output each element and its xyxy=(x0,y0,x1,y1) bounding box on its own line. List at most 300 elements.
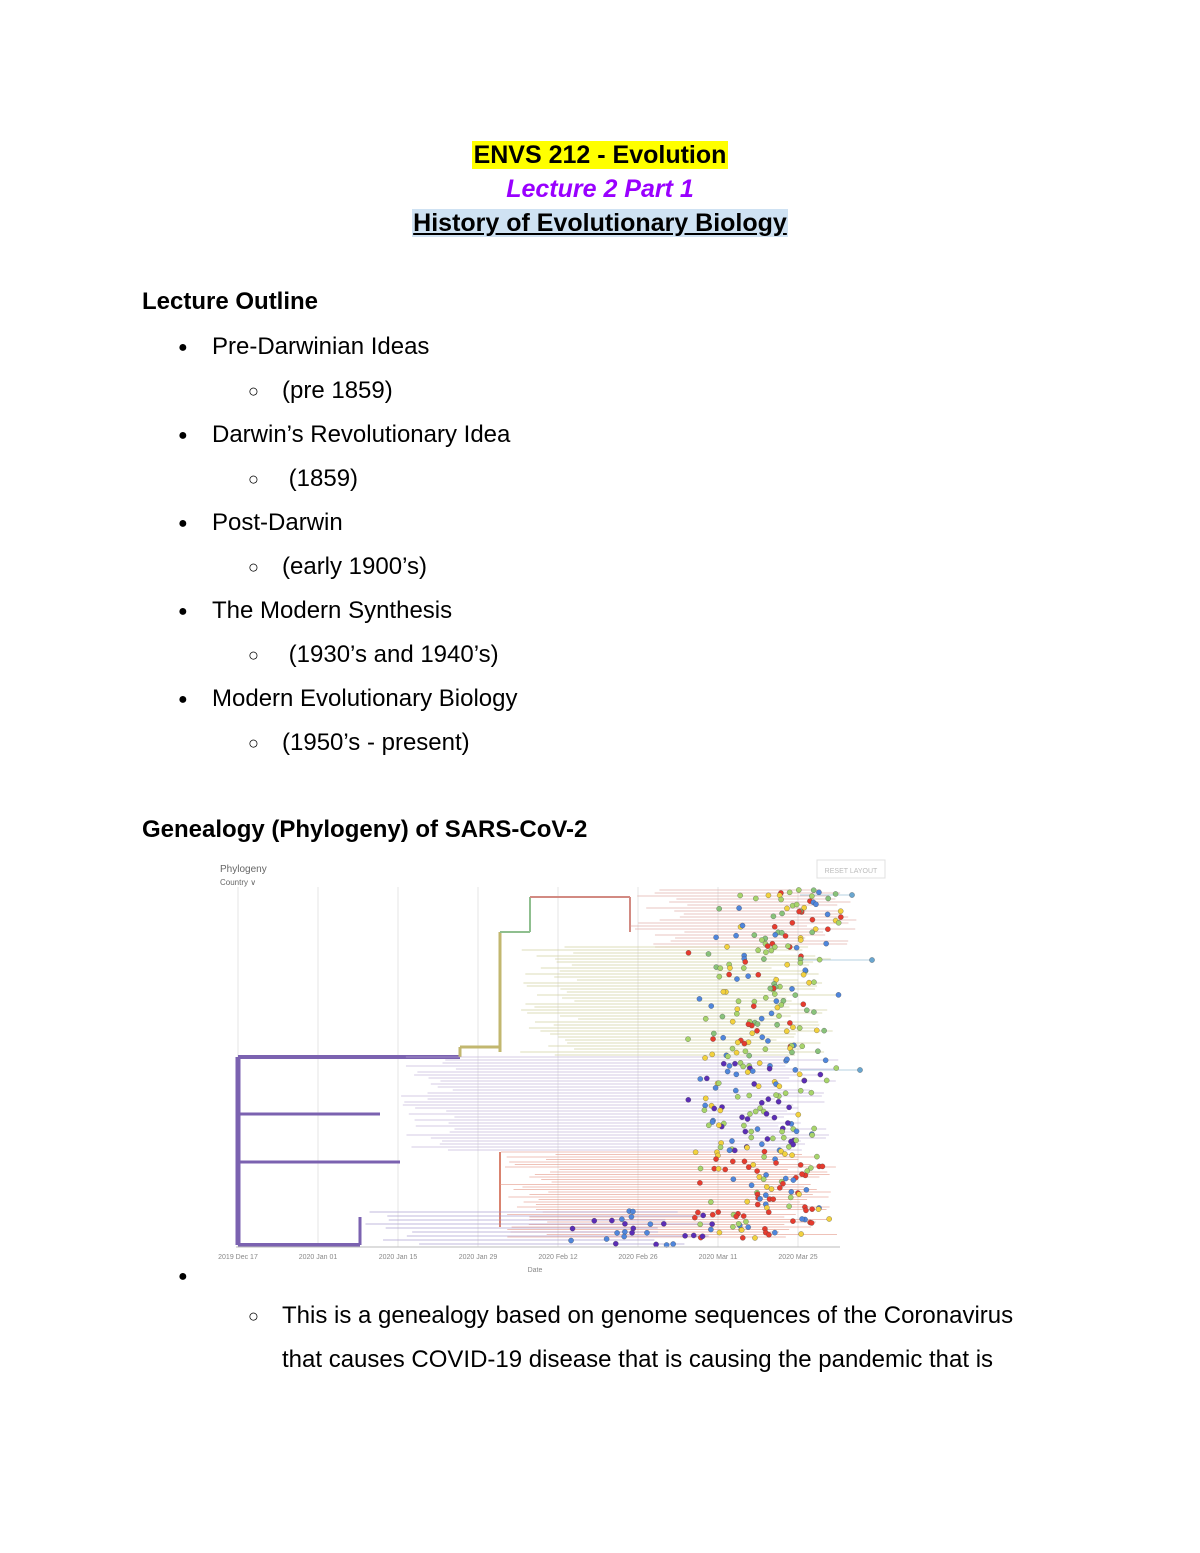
tree-branches xyxy=(238,890,872,1245)
tree-tip xyxy=(741,1123,746,1128)
tree-tip xyxy=(752,932,757,937)
tree-tip xyxy=(733,1088,738,1093)
tree-tip xyxy=(704,1076,709,1081)
tree-tip xyxy=(801,972,806,977)
tree-tip xyxy=(761,1177,766,1182)
tree-tip xyxy=(764,1184,769,1189)
tree-tip xyxy=(800,1044,805,1049)
date-tick-label: 2020 Feb 26 xyxy=(618,1254,658,1261)
tree-tip xyxy=(743,1129,748,1134)
tree-tip xyxy=(743,959,748,964)
tree-tip xyxy=(721,989,726,994)
tree-tip xyxy=(604,1236,609,1241)
tree-tip xyxy=(717,906,722,911)
tree-tip xyxy=(770,1136,775,1141)
tree-tip xyxy=(718,1108,723,1113)
tree-tip xyxy=(740,923,745,928)
tree-tip xyxy=(708,1199,713,1204)
tree-tip xyxy=(759,1100,764,1105)
tree-tip xyxy=(794,1129,799,1134)
tree-tip xyxy=(820,1164,825,1169)
tree-tip xyxy=(700,1234,705,1239)
tree-tip xyxy=(779,911,784,916)
tree-tips xyxy=(568,887,874,1247)
tree-tip xyxy=(736,1221,741,1226)
date-tick-label: 2020 Jan 29 xyxy=(458,1254,498,1261)
tree-tip xyxy=(766,893,771,898)
bullet-icon: ● xyxy=(178,1267,188,1285)
tree-tip xyxy=(827,1216,832,1221)
tree-tip xyxy=(785,962,790,967)
tree-tip xyxy=(693,1150,698,1155)
tree-tip xyxy=(824,941,829,946)
tree-tip xyxy=(726,972,731,977)
tree-tip xyxy=(739,1115,744,1120)
tree-tip xyxy=(779,897,784,902)
tree-tip xyxy=(787,1204,792,1209)
tree-tip xyxy=(755,1126,760,1131)
tree-tip xyxy=(761,1154,766,1159)
tree-tip xyxy=(834,1065,839,1070)
tree-tip xyxy=(754,1028,759,1033)
tree-tip xyxy=(810,1132,815,1137)
tree-tip xyxy=(735,1040,740,1045)
tree-tip xyxy=(765,1136,770,1141)
tree-tip xyxy=(570,1226,575,1231)
tree-tip xyxy=(785,1120,790,1125)
tree-tip xyxy=(810,917,815,922)
description-line-2: that causes COVID-19 disease that is causing the pandemic that is xyxy=(282,1346,994,1373)
tree-tip xyxy=(765,1038,770,1043)
tree-tip xyxy=(786,1144,791,1149)
tree-tip xyxy=(766,1232,771,1237)
tree-tip xyxy=(773,932,778,937)
tree-tip xyxy=(709,1003,714,1008)
tree-tip xyxy=(784,1029,789,1034)
tree-tip xyxy=(721,1035,726,1040)
tree-tip xyxy=(790,1219,795,1224)
tree-tip xyxy=(753,896,758,901)
tree-tip xyxy=(619,1217,624,1222)
tree-tip xyxy=(788,1195,793,1200)
tree-tip xyxy=(857,1067,862,1072)
tree-tip xyxy=(752,1235,757,1240)
tree-tip xyxy=(813,902,818,907)
tree-tip xyxy=(797,1072,802,1077)
date-tick-label: 2020 Jan 01 xyxy=(298,1254,338,1261)
tree-tip xyxy=(613,1241,618,1246)
tree-tip xyxy=(703,1016,708,1021)
tree-tip xyxy=(757,1060,762,1065)
tree-tip xyxy=(747,1053,752,1058)
outline-subitem: ○ (1930’s and 1940’s) xyxy=(248,641,499,668)
bullet-icon: ● xyxy=(178,690,188,708)
tree-tip xyxy=(811,1009,816,1014)
tree-tip xyxy=(752,999,757,1004)
outline-item: ● Modern Evolutionary Biology xyxy=(178,685,518,712)
tree-tip xyxy=(809,894,814,899)
tree-tip xyxy=(682,1233,687,1238)
tree-tip xyxy=(712,1106,717,1111)
tree-tip xyxy=(782,1151,787,1156)
tree-tip xyxy=(812,1126,817,1131)
hollow-bullet-icon: ○ xyxy=(248,557,259,578)
hollow-bullet-icon: ○ xyxy=(248,1306,259,1327)
tree-tip xyxy=(766,1210,771,1215)
tree-tip xyxy=(568,1238,573,1243)
tree-tip xyxy=(741,1213,746,1218)
tree-tip xyxy=(794,902,799,907)
tree-tip xyxy=(710,1052,715,1057)
outline-subitem: ○ (early 1900’s) xyxy=(248,553,427,580)
hollow-bullet-icon: ○ xyxy=(248,381,259,402)
document-header xyxy=(0,138,1200,240)
tree-tip xyxy=(787,1105,792,1110)
tree-tip xyxy=(763,950,768,955)
tree-tip xyxy=(750,1031,755,1036)
tree-tip xyxy=(777,1185,782,1190)
outline-subitem: ○ (pre 1859) xyxy=(248,377,393,404)
tree-tip xyxy=(776,1013,781,1018)
tree-tip xyxy=(756,972,761,977)
tree-tip xyxy=(718,966,723,971)
tree-tip xyxy=(810,930,815,935)
tree-tip xyxy=(691,1233,696,1238)
date-axis xyxy=(218,1247,840,1261)
tree-tip xyxy=(733,933,738,938)
tree-tip xyxy=(762,1149,767,1154)
hollow-bullet-icon: ○ xyxy=(248,733,259,754)
tree-tip xyxy=(822,1028,827,1033)
tree-tip xyxy=(763,995,768,1000)
tree-tip xyxy=(695,1210,700,1215)
tree-tip xyxy=(742,1159,747,1164)
tree-tip xyxy=(772,1230,777,1235)
tree-tip xyxy=(697,996,702,1001)
tree-tip xyxy=(793,992,798,997)
tree-tip xyxy=(763,1047,768,1052)
tree-tip xyxy=(776,1099,781,1104)
tree-tip xyxy=(769,948,774,953)
phylogeny-tree-image xyxy=(200,852,890,1280)
tree-tip xyxy=(796,1112,801,1117)
tree-tip xyxy=(784,906,789,911)
tree-tip xyxy=(697,1180,702,1185)
tree-tip xyxy=(711,1031,716,1036)
tree-tip xyxy=(734,1011,739,1016)
tree-tip xyxy=(710,1212,715,1217)
tree-tip xyxy=(730,1046,735,1051)
course-title: ENVS 212 - Evolution xyxy=(473,141,727,169)
tree-tip xyxy=(772,1115,777,1120)
tree-tip xyxy=(746,1165,751,1170)
empty-bullet xyxy=(178,1262,212,1290)
tree-tip xyxy=(794,1138,799,1143)
tree-tip xyxy=(825,912,830,917)
tree-tip xyxy=(798,960,803,965)
tree-tip xyxy=(771,914,776,919)
tree-tip xyxy=(781,1135,786,1140)
tree-tip xyxy=(798,1088,803,1093)
tree-tip xyxy=(797,1025,802,1030)
tree-tip xyxy=(756,948,761,953)
tree-tip xyxy=(797,909,802,914)
tree-tip xyxy=(789,1153,794,1158)
tree-tip xyxy=(773,1160,778,1165)
tree-tip xyxy=(833,891,838,896)
tree-tip xyxy=(716,1123,721,1128)
tree-tip xyxy=(759,1016,764,1021)
tree-tip xyxy=(810,1207,815,1212)
tree-tip xyxy=(766,1097,771,1102)
tree-tip xyxy=(749,1183,754,1188)
tree-tip xyxy=(740,1235,745,1240)
tree-tip xyxy=(755,1168,760,1173)
tree-tip xyxy=(739,1227,744,1232)
outline-subitem: ○ (1859) xyxy=(248,465,359,492)
tree-tip xyxy=(710,1221,715,1226)
tree-tip xyxy=(730,1224,735,1229)
tree-tip xyxy=(806,980,811,985)
bullet-icon: ● xyxy=(178,602,188,620)
tree-tip xyxy=(734,1072,739,1077)
tree-tip xyxy=(796,887,801,892)
tree-tip xyxy=(765,944,770,949)
tree-tip xyxy=(755,1202,760,1207)
tree-tip xyxy=(825,927,830,932)
tree-tip xyxy=(716,1081,721,1086)
tree-tip xyxy=(723,1167,728,1172)
tree-tip xyxy=(759,1142,764,1147)
tree-tip xyxy=(774,1022,779,1027)
tree-tip xyxy=(777,1084,782,1089)
tree-tip xyxy=(703,1096,708,1101)
tree-tip xyxy=(816,890,821,895)
tree-tip xyxy=(818,1072,823,1077)
tree-tip xyxy=(731,1177,736,1182)
tree-tip xyxy=(787,1020,792,1025)
tree-tip xyxy=(622,1234,627,1239)
tree-tip xyxy=(745,1199,750,1204)
tree-tip xyxy=(823,1058,828,1063)
outline-heading: Lecture Outline xyxy=(142,288,319,315)
tree-tip xyxy=(838,909,843,914)
hollow-bullet-icon: ○ xyxy=(248,469,259,490)
date-tick-label: 2019 Dec 17 xyxy=(218,1254,258,1261)
tree-tip xyxy=(801,1002,806,1007)
tree-tip xyxy=(746,974,751,979)
tree-tip xyxy=(789,1189,794,1194)
tree-tip xyxy=(804,1187,809,1192)
tree-tip xyxy=(648,1222,653,1227)
genealogy-heading: Genealogy (Phylogeny) of SARS-CoV-2 xyxy=(142,816,588,843)
tree-tip xyxy=(730,1159,735,1164)
lecture-subtitle: Lecture 2 Part 1 xyxy=(506,175,694,203)
tree-tip xyxy=(775,1005,780,1010)
tree-tip xyxy=(796,1192,801,1197)
tree-tip xyxy=(772,924,777,929)
tree-tip xyxy=(764,1111,769,1116)
tree-tip xyxy=(816,1207,821,1212)
tree-tip xyxy=(790,920,795,925)
tree-tip xyxy=(804,1008,809,1013)
tree-tip xyxy=(802,1078,807,1083)
tree-tip xyxy=(809,1220,814,1225)
tree-tip xyxy=(661,1221,666,1226)
tree-tip xyxy=(826,896,831,901)
outline-item: ● Post-Darwin xyxy=(178,509,343,536)
tree-tip xyxy=(735,1006,740,1011)
tree-tip xyxy=(767,1066,772,1071)
tree-tip xyxy=(746,1022,751,1027)
tree-tip xyxy=(743,1049,748,1054)
tree-tip xyxy=(761,956,766,961)
tree-tip xyxy=(706,951,711,956)
date-tick-label: 2020 Feb 12 xyxy=(538,1254,578,1261)
tree-tip xyxy=(783,933,788,938)
bullet-icon: ● xyxy=(178,426,188,444)
date-tick-label: 2020 Mar 11 xyxy=(698,1254,738,1261)
tree-tip xyxy=(727,1148,732,1153)
outline-item: ● The Modern Synthesis xyxy=(178,597,453,624)
tree-tip xyxy=(799,1231,804,1236)
tree-tip xyxy=(653,1242,658,1247)
tree-tip xyxy=(735,1094,740,1099)
reset-layout-button: RESET LAYOUT xyxy=(824,868,878,875)
tree-tip xyxy=(706,1123,711,1128)
tree-tip xyxy=(702,1055,707,1060)
tree-tip xyxy=(769,1186,774,1191)
tree-tip xyxy=(622,1229,627,1234)
tree-tip xyxy=(717,1230,722,1235)
tree-tip xyxy=(741,1064,746,1069)
tree-tip xyxy=(751,1162,756,1167)
tree-tip xyxy=(713,1156,718,1161)
tree-tip xyxy=(824,1078,829,1083)
topic-title: History of Evolutionary Biology xyxy=(413,209,787,237)
tree-tip xyxy=(768,986,773,991)
tree-tip xyxy=(745,1145,750,1150)
tree-tip xyxy=(814,1154,819,1159)
tree-tip xyxy=(773,1092,778,1097)
tree-tip xyxy=(811,980,816,985)
tree-tip xyxy=(753,1109,758,1114)
tree-tip xyxy=(757,1196,762,1201)
tree-tip xyxy=(724,944,729,949)
tree-tip xyxy=(789,1050,794,1055)
description-item xyxy=(248,1302,282,1330)
tree-tip xyxy=(869,957,874,962)
tree-tip xyxy=(698,1076,703,1081)
tree-tip xyxy=(772,991,777,996)
tree-tip xyxy=(736,999,741,1004)
tree-tip xyxy=(729,1138,734,1143)
tree-tip xyxy=(750,1068,755,1073)
tree-tip xyxy=(708,1227,713,1232)
tree-tip xyxy=(746,1225,751,1230)
tree-tip xyxy=(749,1129,754,1134)
tree-tip xyxy=(701,1213,706,1218)
tree-tip xyxy=(763,1193,768,1198)
outline-item: ● Pre-Darwinian Ideas xyxy=(178,333,430,360)
tree-tip xyxy=(686,950,691,955)
tree-tip xyxy=(630,1209,635,1214)
tree-tip xyxy=(749,1135,754,1140)
outline-item: ● Darwin’s Revolutionary Idea xyxy=(178,421,511,448)
tree-tip xyxy=(747,1111,752,1116)
tree-tip xyxy=(742,1041,747,1046)
outline-subitem: ○ (1950’s - present) xyxy=(248,729,470,756)
tree-tip xyxy=(785,943,790,948)
tree-tip xyxy=(745,1116,750,1121)
tree-tip xyxy=(703,1103,708,1108)
tree-tip xyxy=(710,1036,715,1041)
tree-tip xyxy=(774,999,779,1004)
hollow-bullet-icon: ○ xyxy=(248,645,259,666)
description-line-1: This is a genealogy based on genome sequences of the Coronavirus xyxy=(282,1302,1014,1329)
tree-tip xyxy=(727,965,732,970)
tree-tip xyxy=(732,1148,737,1153)
tree-tip xyxy=(760,1035,765,1040)
tree-tip xyxy=(771,1197,776,1202)
tree-tip xyxy=(836,920,841,925)
tree-tip xyxy=(614,1230,619,1235)
tree-tip xyxy=(732,1061,737,1066)
date-tick-label: 2020 Mar 25 xyxy=(778,1254,818,1261)
tree-tip xyxy=(838,914,843,919)
tree-tip xyxy=(783,1091,788,1096)
tree-tip xyxy=(791,1177,796,1182)
tree-tip xyxy=(803,1208,808,1213)
tree-tip xyxy=(809,1090,814,1095)
tree-tip xyxy=(736,906,741,911)
tree-tip xyxy=(799,1172,804,1177)
tree-tip xyxy=(751,1004,756,1009)
tree-tip xyxy=(784,1057,789,1062)
tree-tip xyxy=(793,1067,798,1072)
tree-tip xyxy=(686,1097,691,1102)
tree-tip xyxy=(745,1069,750,1074)
tree-tip xyxy=(747,1093,752,1098)
tree-tip xyxy=(743,1219,748,1224)
tree-tip xyxy=(592,1218,597,1223)
tree-tip xyxy=(629,1230,634,1235)
phylogeny-figure xyxy=(200,852,890,1280)
tree-tip xyxy=(789,986,794,991)
tree-tip xyxy=(702,1108,707,1113)
phylogeny-panel-title: Phylogeny xyxy=(220,864,267,875)
tree-tip xyxy=(718,1145,723,1150)
tree-tip xyxy=(622,1221,627,1226)
tree-tip xyxy=(734,976,739,981)
bullet-icon: ● xyxy=(178,338,188,356)
tree-tip xyxy=(698,1166,703,1171)
tree-tip xyxy=(811,888,816,893)
tree-tip xyxy=(798,937,803,942)
tree-tip xyxy=(671,1241,676,1246)
tree-tip xyxy=(769,1011,774,1016)
tree-tip xyxy=(794,945,799,950)
date-tick-label: 2020 Jan 15 xyxy=(378,1254,418,1261)
tree-tip xyxy=(730,1019,735,1024)
tree-tip xyxy=(790,1025,795,1030)
tree-tip xyxy=(716,1166,721,1171)
tree-tip xyxy=(713,1085,718,1090)
tree-tip xyxy=(814,1028,819,1033)
tree-tip xyxy=(734,1050,739,1055)
tree-tip xyxy=(713,935,718,940)
tree-tip xyxy=(725,1069,730,1074)
